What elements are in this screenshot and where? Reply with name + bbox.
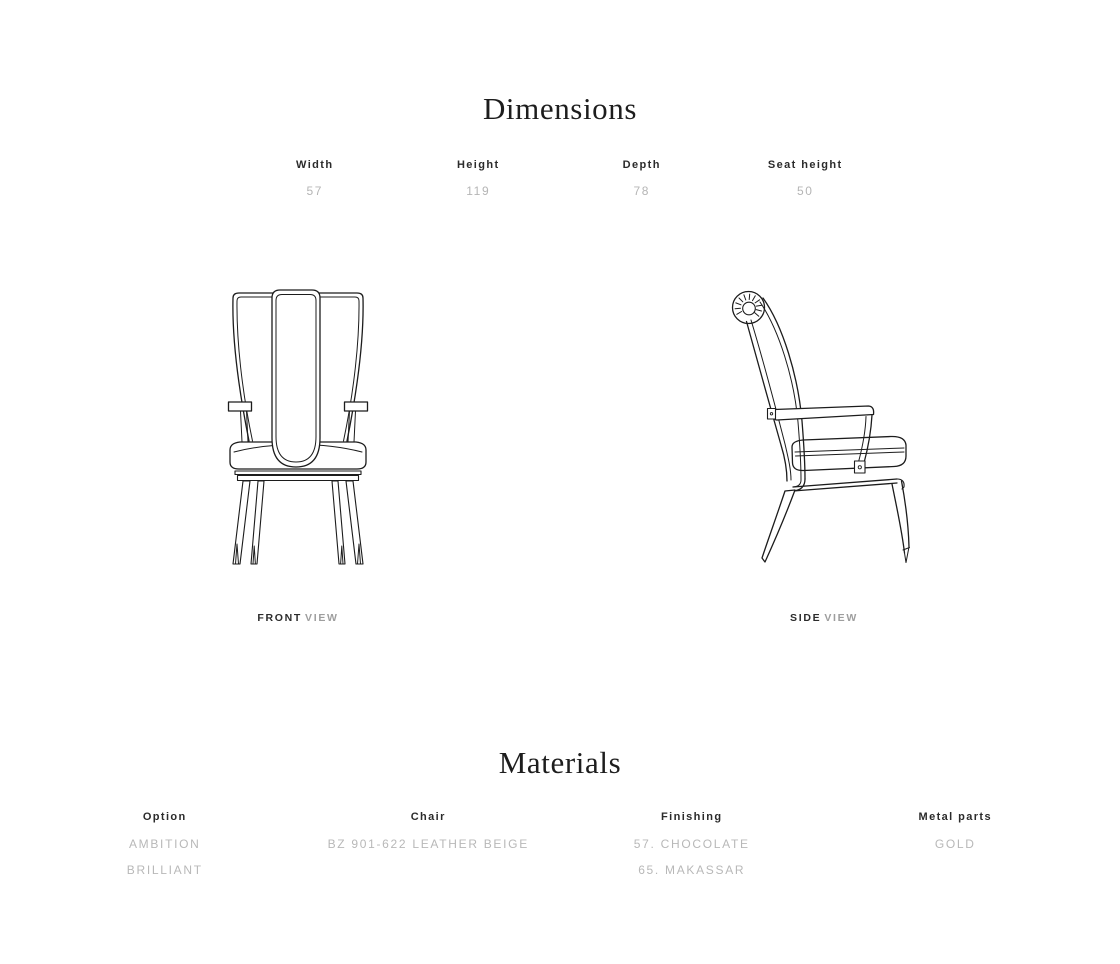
front-view-caption-secondary: VIEW (305, 612, 339, 624)
stat-width-label: Width (296, 159, 334, 171)
stat-width-value: 57 (306, 184, 324, 198)
front-view-caption-primary: FRONT (257, 612, 303, 624)
dimensions-section-title: Dimensions (482, 90, 638, 126)
dimensions-stats-row (233, 159, 887, 197)
materials-column-metal-parts (824, 812, 1088, 883)
materials-header-metal-parts: Metal parts (918, 811, 992, 823)
stat-seat-height-label: Seat height (767, 159, 843, 171)
stat-width (233, 159, 397, 197)
stat-height-value: 119 (466, 184, 491, 198)
stat-height (397, 159, 561, 197)
materials-header-finishing: Finishing (661, 811, 723, 823)
materials-value: BZ 901-622 LEATHER BEIGE (327, 837, 529, 851)
materials-column-finishing (560, 812, 824, 883)
side-view-chair-drawing (725, 281, 925, 571)
stat-seat-height (724, 159, 888, 197)
stat-depth-label: Depth (622, 159, 661, 171)
materials-grid (33, 812, 1087, 883)
side-view-caption-secondary: VIEW (824, 612, 858, 624)
materials-value: AMBITION (128, 837, 201, 851)
materials-value: 65. MAKASSAR (638, 863, 746, 877)
stat-depth (560, 159, 724, 197)
materials-section-title: Materials (498, 744, 622, 780)
materials-value: 57. CHOCOLATE (633, 837, 750, 851)
materials-column-chair (297, 812, 561, 883)
materials-header-option: Option (142, 811, 187, 823)
materials-value: BRILLIANT (126, 863, 203, 877)
front-view-chair-drawing (223, 283, 373, 573)
stat-height-label: Height (456, 159, 500, 171)
materials-header-chair: Chair (410, 811, 446, 823)
front-view-caption (208, 612, 388, 625)
materials-value: GOLD (934, 837, 976, 851)
stat-seat-height-value: 50 (796, 184, 814, 198)
materials-column-option (33, 812, 297, 883)
stat-depth-value: 78 (633, 184, 651, 198)
side-view-caption (734, 612, 914, 625)
side-view-caption-primary: SIDE (790, 612, 822, 624)
